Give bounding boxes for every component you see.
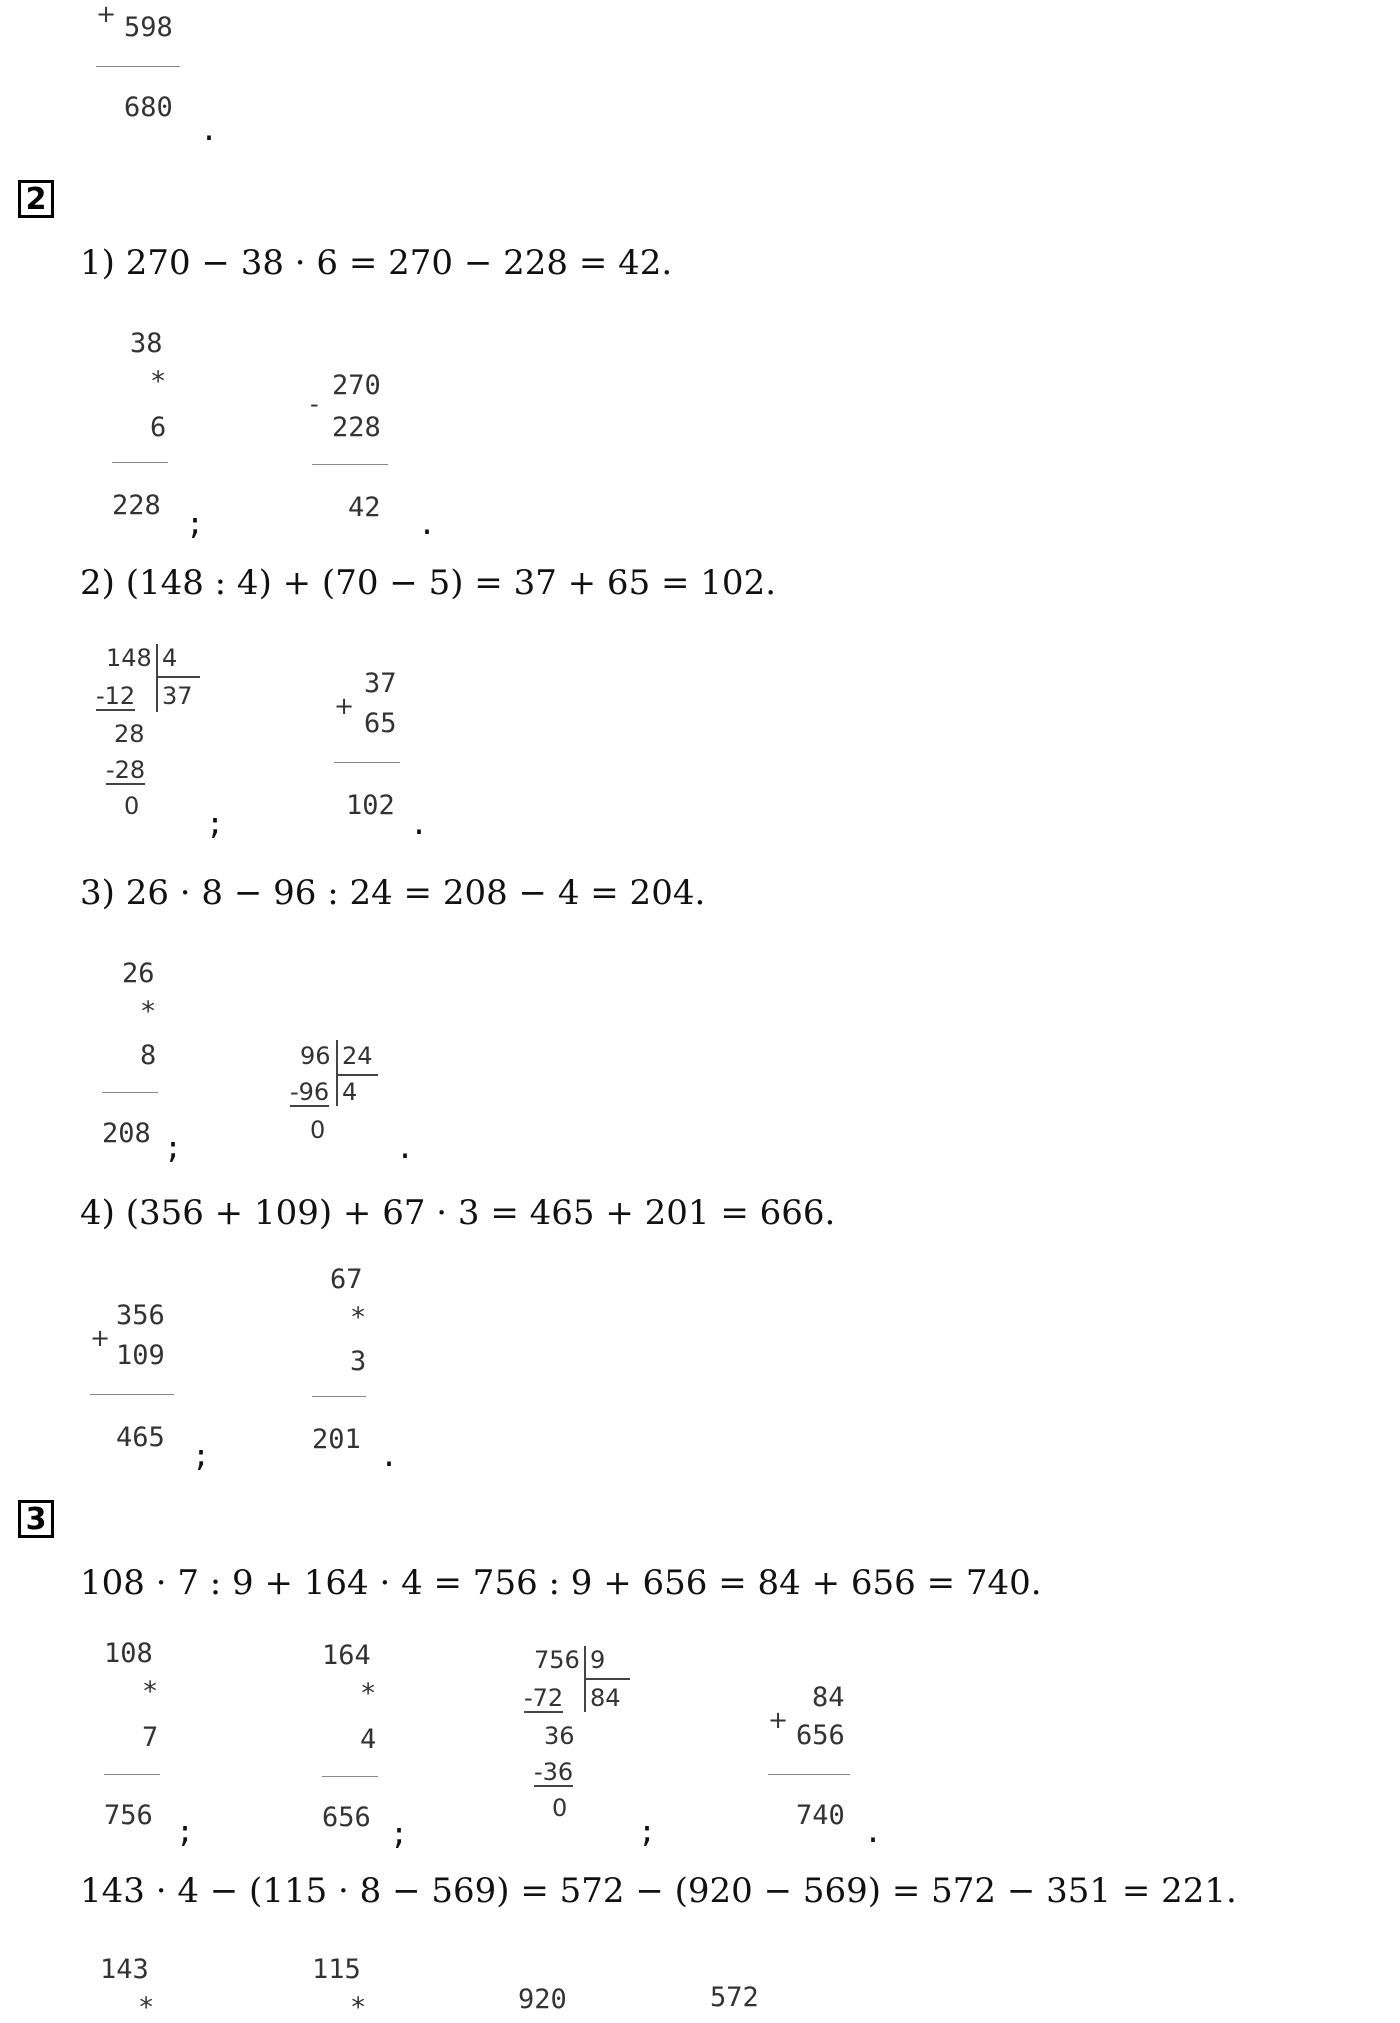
remainder-2: 0 <box>552 1794 568 1822</box>
product-line <box>322 1776 378 1777</box>
addend-a: 84 <box>812 1682 845 1713</box>
sum-line <box>334 762 400 763</box>
product-line <box>104 1774 160 1775</box>
separator: ; <box>164 1131 183 1166</box>
division-bracket-horizontal <box>156 676 200 678</box>
factor-a: 108 <box>104 1638 153 1669</box>
multiply-sign: * <box>140 996 157 1027</box>
divisor: 9 <box>590 1646 606 1674</box>
remainder-2: 0 <box>124 792 140 820</box>
multiply-sign: * <box>350 1992 367 2023</box>
factor-b: 4 <box>360 1724 377 1755</box>
addend-b: 65 <box>364 708 397 739</box>
factor-b: 7 <box>142 1722 159 1753</box>
division-bracket-vertical <box>336 1040 338 1106</box>
equation-2-1: 1) 270 − 38 · 6 = 270 − 228 = 42. <box>80 243 673 283</box>
quotient: 84 <box>590 1684 621 1712</box>
end-period: . <box>418 507 437 542</box>
minus-sign: - <box>310 390 319 418</box>
divisor: 24 <box>342 1042 373 1070</box>
sum-result: 680 <box>124 92 173 123</box>
subtract-step-1: -96 <box>290 1078 330 1106</box>
factor-b: 3 <box>350 1346 367 1377</box>
end-period: . <box>200 113 219 148</box>
addend-b: 656 <box>796 1720 845 1751</box>
end-period: . <box>380 1439 399 1474</box>
dividend: 96 <box>300 1042 331 1070</box>
factor-a: 143 <box>100 1954 149 1985</box>
separator: ; <box>638 1815 657 1850</box>
minuend: 270 <box>332 370 381 401</box>
end-period: . <box>864 1815 883 1850</box>
subtract-step-1: -12 <box>96 682 136 710</box>
dividend: 756 <box>534 1646 580 1674</box>
product: 201 <box>312 1424 361 1455</box>
sum-line <box>768 1774 850 1775</box>
equation-2-2: 2) (148 : 4) + (70 − 5) = 37 + 65 = 102. <box>80 563 777 603</box>
separator: ; <box>186 507 205 542</box>
addend-a: 37 <box>364 668 397 699</box>
equation-3-1: 108 · 7 : 9 + 164 · 4 = 756 : 9 + 656 = 84 + 656 = 740. <box>80 1563 1042 1603</box>
plus-sign: + <box>90 1324 111 1352</box>
end-period: . <box>396 1131 415 1166</box>
minuend: 920 <box>518 1984 567 2015</box>
separator: ; <box>192 1439 211 1474</box>
multiply-sign: * <box>142 1676 159 1707</box>
end-period: . <box>410 807 429 842</box>
factor-b: 6 <box>150 412 167 443</box>
division-bracket-horizontal <box>584 1678 630 1680</box>
sum: 465 <box>116 1422 165 1453</box>
factor-a: 38 <box>130 328 163 359</box>
equation-2-4: 4) (356 + 109) + 67 · 3 = 465 + 201 = 666. <box>80 1193 836 1233</box>
divisor: 4 <box>162 644 178 672</box>
plus-sign: + <box>96 0 117 28</box>
plus-sign: + <box>334 692 355 720</box>
factor-a: 164 <box>322 1640 371 1671</box>
separator: ; <box>206 807 225 842</box>
product-line <box>102 1092 158 1093</box>
product: 208 <box>102 1118 151 1149</box>
multiply-sign: * <box>360 1678 377 1709</box>
difference: 42 <box>348 492 381 523</box>
subtract-step-2: -36 <box>534 1758 574 1786</box>
task-number-3: 3 <box>18 1500 54 1538</box>
product: 756 <box>104 1800 153 1831</box>
product: 656 <box>322 1802 371 1833</box>
factor-a: 26 <box>122 958 155 989</box>
product: 228 <box>112 490 161 521</box>
subtrahend: 228 <box>332 412 381 443</box>
addend: 598 <box>124 12 173 43</box>
multiply-sign: * <box>350 1302 367 1333</box>
difference-line <box>312 464 388 465</box>
product-line <box>112 462 168 463</box>
remainder-1: 0 <box>310 1116 326 1144</box>
division-bracket-horizontal <box>336 1074 378 1076</box>
sum: 102 <box>346 790 395 821</box>
addend-a: 356 <box>116 1300 165 1331</box>
division-bracket-vertical <box>156 644 158 712</box>
sum-line <box>96 66 180 67</box>
multiply-sign: * <box>150 366 167 397</box>
sum-line <box>90 1394 174 1395</box>
dividend: 148 <box>106 644 152 672</box>
equation-3-2: 143 · 4 − (115 · 8 − 569) = 572 − (920 − 569) = 572 − 351 = 221. <box>80 1871 1237 1911</box>
separator: ; <box>390 1817 409 1852</box>
addend-b: 109 <box>116 1340 165 1371</box>
multiply-sign: * <box>138 1992 155 2023</box>
plus-sign: + <box>768 1706 789 1734</box>
subtract-step-2: -28 <box>106 756 146 784</box>
factor-a: 67 <box>330 1264 363 1295</box>
product-line <box>312 1396 366 1397</box>
quotient: 37 <box>162 682 193 710</box>
minuend: 572 <box>710 1982 759 2013</box>
factor-a: 115 <box>312 1954 361 1985</box>
remainder-1: 36 <box>544 1722 575 1750</box>
subtract-step-1: -72 <box>524 1684 564 1712</box>
task-number-2: 2 <box>18 180 54 218</box>
equation-2-3: 3) 26 · 8 − 96 : 24 = 208 − 4 = 204. <box>80 873 706 913</box>
sum: 740 <box>796 1800 845 1831</box>
separator: ; <box>176 1815 195 1850</box>
factor-b: 8 <box>140 1040 157 1071</box>
quotient: 4 <box>342 1078 358 1106</box>
remainder-1: 28 <box>114 720 145 748</box>
